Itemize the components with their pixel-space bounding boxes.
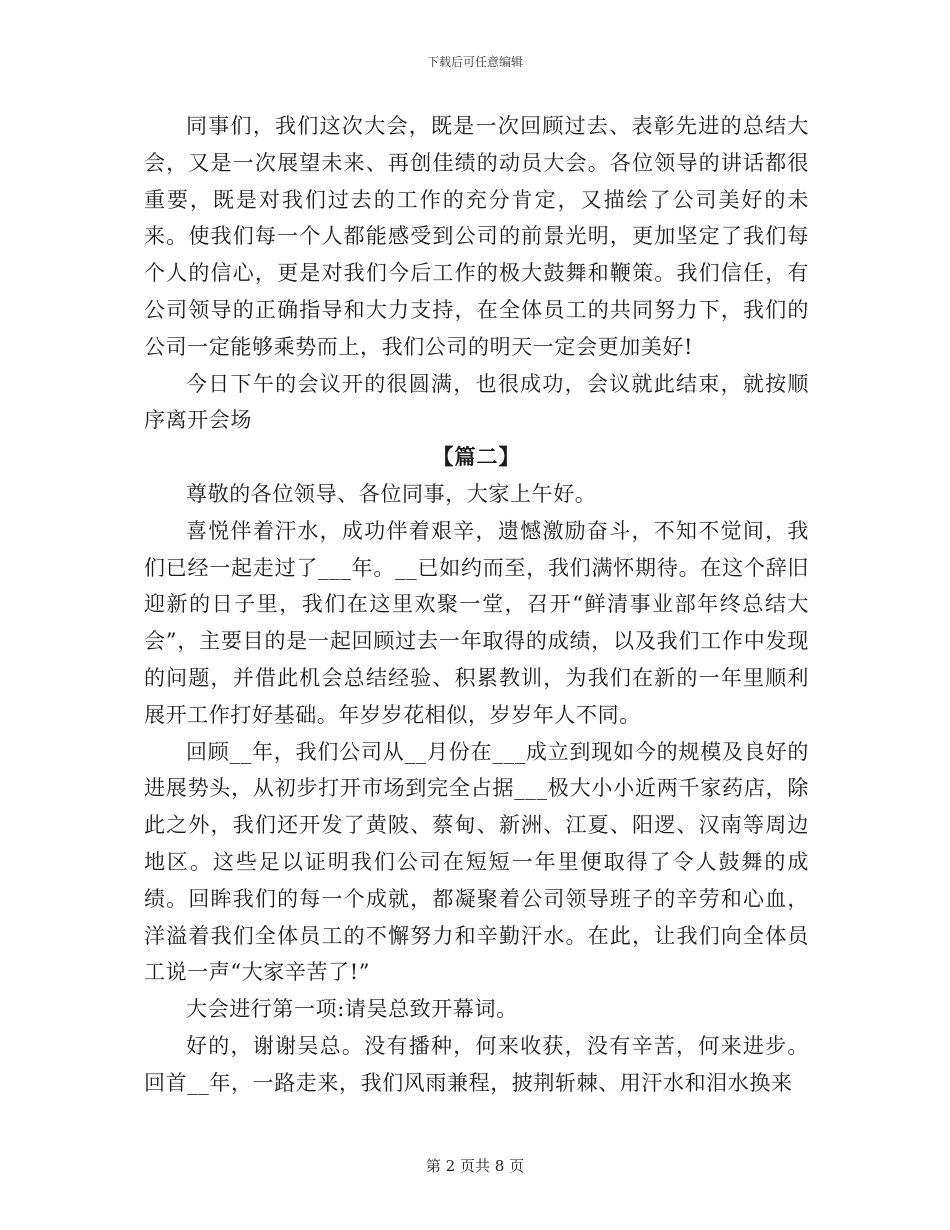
paragraph: 喜悦伴着汗水，成功伴着艰辛，遗憾激励奋斗，不知不觉间，我们已经一起走过了___年。__已如约而至，我们满怀期待。在这个辞旧迎新的日子里，我们在这里欢聚一堂，召开“鲜清事业部年终总结大会”，主要目的是一起回顾过去一年取得的成绩，以及我们工作中发现的问题，并借此机会总结经验、积累教训，为我们在新的一年里顺利展开工作打好基础。年岁岁花相似，岁岁年人不同。	[144, 518, 809, 727]
paragraph: 回顾__年，我们公司从__月份在___成立到现如今的规模及良好的进展势头，从初步打开市场到完全占据___极大小小近两千家药店，除此之外，我们还开发了黄陂、蔡甸、新洲、江夏、阳逻、汉南等周边地区。这些足以证明我们公司在短短一年里便取得了令人鼓舞的成绩。回眸我们的每一个成就，都凝聚着公司领导班子的辛劳和心血，洋溢着我们全体员工的不懈努力和辛勤汗水。在此，让我们向全体员工说一声“大家辛苦了!”	[144, 739, 809, 985]
paragraph: 同事们，我们这次大会，既是一次回顾过去、表彰先进的总结大会，又是一次展望未来、再创佳绩的动员大会。各位领导的讲话都很重要，既是对我们过去的工作的充分肯定，又描绘了公司美好的未来。使我们每一个人都能感受到公司的前景光明，更加坚定了我们每个人的信心，更是对我们今后工作的极大鼓舞和鞭策。我们信任，有公司领导的正确指导和大力支持，在全体员工的共同努力下，我们的公司一定能够乘势而上，我们公司的明天一定会更加美好!	[144, 114, 809, 359]
paragraph: 今日下午的会议开的很圆满，也很成功，会议就此结束，就按顺序离开会场	[144, 371, 809, 433]
paragraph: 大会进行第一项:请吴总致开幕词。	[186, 997, 518, 1022]
document-body	[144, 108, 809, 1102]
paragraph: 好的，谢谢吴总。没有播种，何来收获，没有辛苦，何来进步。回首__年，一路走来，我们风雨兼程，披荆斩棘、用汗水和泪水换来	[144, 1033, 809, 1095]
paragraph: 尊敬的各位领导、各位同事，大家上午好。	[186, 481, 597, 506]
page-header: 下载后可任意编辑	[426, 55, 523, 69]
page-number: 第 2 页共 8 页	[425, 1157, 525, 1175]
section-title: 【篇二】	[432, 444, 521, 470]
